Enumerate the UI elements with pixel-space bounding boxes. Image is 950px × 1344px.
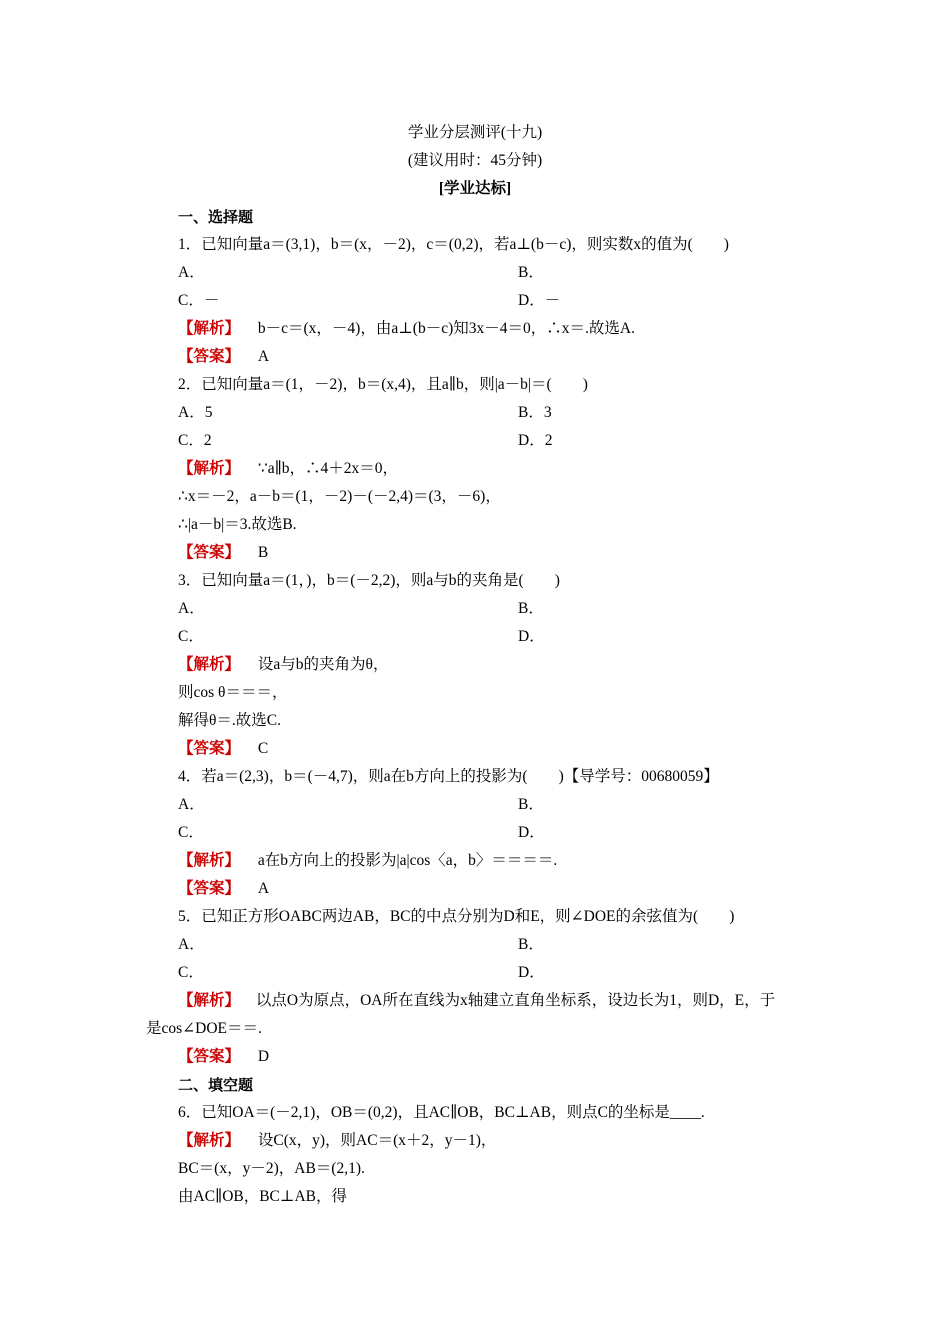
answer-tag: 【答案】 [178,348,241,365]
question-5-option-d: D． [518,964,545,981]
answer-tag: 【答案】 [178,740,241,757]
question-6-analysis [178,1131,496,1151]
analysis-tag: 【解析】 [178,656,241,673]
question-1-answer [178,347,269,367]
answer-tag: 【答案】 [178,880,241,897]
answer-text: C [257,740,269,757]
analysis-tag: 【解析】 [178,992,241,1009]
analysis-tag: 【解析】 [178,320,241,337]
question-4-option-b: B． [518,796,544,813]
analysis-text: 以点O为原点，OA所在直线为x轴建立直角坐标系，设边长为1，则D，E，于 [255,992,776,1009]
analysis-text: b－c＝(x，－4)，由a⊥(b－c)知3x－4＝0，∴x＝.故选A. [257,320,635,337]
answer-text: B [257,544,269,561]
question-3-option-d: D． [518,628,545,645]
question-2-answer [178,543,268,563]
question-4-stem: 4．若a＝(2,3)，b＝(－4,7)，则a在b方向上的投影为( )【导学号：00680059】 [178,768,719,785]
question-4-option-c: C． [178,824,204,841]
question-2-option-c: C．2 [178,432,212,449]
page-title: 学业分层测评(十九) [407,124,543,141]
question-5-stem: 5．已知正方形OABC两边AB，BC的中点分别为D和E，则∠DOE的余弦值为( ) [178,908,735,925]
question-3-answer [178,739,268,759]
question-4-answer [178,879,269,899]
level-heading: [学业达标] [438,180,512,197]
question-1-option-b: B． [518,264,544,281]
question-2-analysis-line: ∴|a－b|＝3.故选B. [178,516,297,533]
analysis-text: 设a与b的夹角为θ， [257,656,389,673]
analysis-tag: 【解析】 [178,460,241,477]
question-1-option-a: A． [178,264,205,281]
answer-tag: 【答案】 [178,1048,241,1065]
question-6-stem: 6．已知OA＝(－2,1)，OB＝(0,2)，且AC∥OB，BC⊥AB，则点C的坐标是____. [178,1104,705,1121]
question-2-analysis-line: ∴x＝－2，a－b＝(1，－2)－(－2,4)＝(3，－6)， [178,488,501,505]
question-6-analysis-line: 由AC∥OB，BC⊥AB，得 [178,1188,348,1205]
section-title: 一、选择题 [178,208,254,226]
question-5-analysis [178,991,775,1011]
question-3-analysis [178,655,388,675]
analysis-text: 设C(x，y)，则AC＝(x＋2，y－1)， [257,1132,497,1149]
analysis-tag: 【解析】 [178,852,241,869]
question-3-option-c: C． [178,628,204,645]
question-4-option-d: D． [518,824,545,841]
question-1-option-c: C．－ [178,292,220,309]
question-3-analysis-line: 解得θ＝.故选C. [178,712,282,729]
question-3-option-a: A． [178,600,205,617]
answer-tag: 【答案】 [178,544,241,561]
question-3-stem: 3．已知向量a＝(1，)，b＝(－2,2)，则a与b的夹角是( ) [178,572,560,589]
question-5-option-c: C． [178,964,204,981]
question-5-option-a: A． [178,936,205,953]
analysis-text: ∵a∥b，∴4＋2x＝0， [257,460,399,477]
question-1-option-d: D．－ [518,292,561,309]
question-5-option-b: B． [518,936,544,953]
question-1-stem: 1．已知向量a＝(3,1)，b＝(x，－2)，c＝(0,2)，若a⊥(b－c)，则实数x的值为( ) [178,236,729,253]
analysis-tag: 【解析】 [178,1132,241,1149]
question-6-analysis-line: BC＝(x，y－2)，AB＝(2,1). [178,1160,365,1177]
question-2-analysis [178,459,398,479]
question-3-option-b: B． [518,600,544,617]
question-4-option-a: A． [178,796,205,813]
answer-text: D [257,1048,270,1065]
question-1-analysis [178,319,635,339]
question-2-option-b: B．3 [518,404,552,421]
answer-text: A [257,880,270,897]
question-5-analysis-line: 是cos∠DOE＝＝. [146,1020,262,1037]
question-2-option-a: A．5 [178,404,213,421]
question-4-analysis [178,851,557,871]
question-2-option-d: D．2 [518,432,553,449]
answer-text: A [257,348,270,365]
question-2-stem: 2．已知向量a＝(1，－2)，b＝(x,4)，且a∥b，则|a－b|＝( ) [178,376,588,393]
section-title: 二、填空题 [178,1076,254,1094]
analysis-text: a在b方向上的投影为|a|cos〈a，b〉＝＝＝＝. [257,852,558,869]
question-3-analysis-line: 则cos θ＝＝＝， [178,684,288,701]
time-note: (建议用时：45分钟) [407,152,543,169]
question-5-answer [178,1047,269,1067]
